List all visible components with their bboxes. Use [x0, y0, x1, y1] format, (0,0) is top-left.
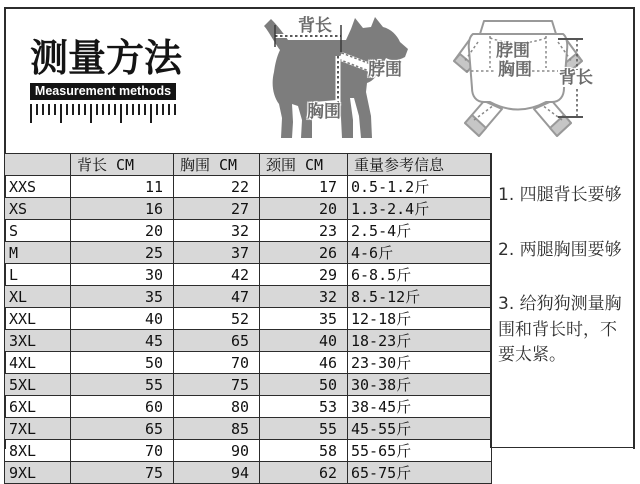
cell-weight-ref: 18-23斤 — [348, 330, 492, 352]
cell-weight-ref: 23-30斤 — [348, 352, 492, 374]
cell-weight-ref: 8.5-12斤 — [348, 286, 492, 308]
garment-chest-girth-label: 胸围 — [498, 60, 532, 80]
size-table-row — [5, 286, 492, 308]
cell-neck-girth: 62 — [260, 462, 348, 484]
cell-chest-girth: 32 — [174, 220, 260, 242]
cell-size: XL — [5, 286, 71, 308]
dog-neck-girth-label: 脖围 — [368, 60, 402, 80]
size-table-row — [5, 242, 492, 264]
cell-back-length: 30 — [71, 264, 174, 286]
cell-back-length: 65 — [71, 418, 174, 440]
cell-size: 5XL — [5, 374, 71, 396]
size-table-row — [5, 330, 492, 352]
size-table — [4, 153, 492, 484]
size-table-row — [5, 396, 492, 418]
cell-chest-girth: 52 — [174, 308, 260, 330]
cell-chest-girth: 22 — [174, 176, 260, 198]
cell-chest-girth: 75 — [174, 374, 260, 396]
cell-neck-girth: 17 — [260, 176, 348, 198]
dog-chest-girth-label: 胸围 — [307, 102, 341, 122]
notes-panel — [490, 153, 635, 448]
size-table-row — [5, 220, 492, 242]
garment-back-length-label: 背长 — [559, 68, 593, 88]
cell-weight-ref: 6-8.5斤 — [348, 264, 492, 286]
cell-size: 8XL — [5, 440, 71, 462]
cell-back-length: 55 — [71, 374, 174, 396]
ruler-icon — [30, 104, 180, 123]
cell-chest-girth: 85 — [174, 418, 260, 440]
size-table-row — [5, 374, 492, 396]
cell-chest-girth: 47 — [174, 286, 260, 308]
note-item: 3. 给狗狗测量胸围和背长时，不要太紧。 — [498, 294, 622, 365]
cell-back-length: 50 — [71, 352, 174, 374]
cell-weight-ref: 12-18斤 — [348, 308, 492, 330]
cell-back-length: 16 — [71, 198, 174, 220]
cell-neck-girth: 53 — [260, 396, 348, 418]
cell-neck-girth: 58 — [260, 440, 348, 462]
dog-back-length-label: 背长 — [298, 16, 332, 36]
cell-weight-ref: 0.5-1.2斤 — [348, 176, 492, 198]
cell-back-length: 25 — [71, 242, 174, 264]
cell-size: 6XL — [5, 396, 71, 418]
cell-back-length: 70 — [71, 440, 174, 462]
size-table-row — [5, 176, 492, 198]
garment-neck-girth-label: 脖围 — [496, 41, 530, 61]
size-table-row — [5, 198, 492, 220]
dog-measurement-diagram — [258, 16, 410, 144]
cell-neck-girth: 20 — [260, 198, 348, 220]
cell-chest-girth: 65 — [174, 330, 260, 352]
size-table-row — [5, 308, 492, 330]
cell-weight-ref: 30-38斤 — [348, 374, 492, 396]
cell-size: XS — [5, 198, 71, 220]
cell-back-length: 11 — [71, 176, 174, 198]
cell-size: 7XL — [5, 418, 71, 440]
cell-weight-ref: 38-45斤 — [348, 396, 492, 418]
cell-size: L — [5, 264, 71, 286]
cell-back-length: 40 — [71, 308, 174, 330]
size-table-row — [5, 352, 492, 374]
cell-chest-girth: 94 — [174, 462, 260, 484]
cell-chest-girth: 80 — [174, 396, 260, 418]
cell-chest-girth: 42 — [174, 264, 260, 286]
size-table-header-cell: 颈围 CM — [260, 154, 348, 176]
cell-weight-ref: 1.3-2.4斤 — [348, 198, 492, 220]
cell-size: M — [5, 242, 71, 264]
size-table-header-cell: 重量参考信息 — [348, 154, 492, 176]
cell-neck-girth: 40 — [260, 330, 348, 352]
size-table-header-row — [5, 154, 492, 176]
cell-neck-girth: 23 — [260, 220, 348, 242]
cell-neck-girth: 46 — [260, 352, 348, 374]
cell-weight-ref: 45-55斤 — [348, 418, 492, 440]
cell-neck-girth: 29 — [260, 264, 348, 286]
cell-neck-girth: 32 — [260, 286, 348, 308]
cell-chest-girth: 27 — [174, 198, 260, 220]
size-table-header-cell — [5, 154, 71, 176]
cell-chest-girth: 37 — [174, 242, 260, 264]
cell-back-length: 20 — [71, 220, 174, 242]
size-table-row — [5, 418, 492, 440]
cell-chest-girth: 90 — [174, 440, 260, 462]
cell-back-length: 35 — [71, 286, 174, 308]
cell-size: XXL — [5, 308, 71, 330]
note-item: 2. 两腿胸围要够 — [498, 239, 622, 260]
size-table-row — [5, 440, 492, 462]
size-table-row — [5, 462, 492, 484]
page-subtitle: Measurement methods — [30, 83, 176, 100]
size-table-row — [5, 264, 492, 286]
cell-neck-girth: 35 — [260, 308, 348, 330]
cell-weight-ref: 55-65斤 — [348, 440, 492, 462]
cell-size: S — [5, 220, 71, 242]
cell-size: XXS — [5, 176, 71, 198]
cell-weight-ref: 2.5-4斤 — [348, 220, 492, 242]
cell-neck-girth: 26 — [260, 242, 348, 264]
size-table-header-cell: 胸围 CM — [174, 154, 260, 176]
cell-back-length: 60 — [71, 396, 174, 418]
garment-measurement-diagram — [452, 18, 602, 146]
cell-back-length: 45 — [71, 330, 174, 352]
title-block — [30, 38, 182, 123]
dog-silhouette-icon — [258, 16, 410, 144]
cell-neck-girth: 55 — [260, 418, 348, 440]
cell-size: 9XL — [5, 462, 71, 484]
cell-size: 4XL — [5, 352, 71, 374]
size-table-header-cell: 背长 CM — [71, 154, 174, 176]
note-item: 1. 四腿背长要够 — [498, 185, 622, 205]
cell-back-length: 75 — [71, 462, 174, 484]
page-title: 测量方法 — [30, 36, 183, 80]
cell-chest-girth: 70 — [174, 352, 260, 374]
cell-neck-girth: 50 — [260, 374, 348, 396]
cell-size: 3XL — [5, 330, 71, 352]
cell-weight-ref: 4-6斤 — [348, 242, 492, 264]
cell-weight-ref: 65-75斤 — [348, 462, 492, 484]
